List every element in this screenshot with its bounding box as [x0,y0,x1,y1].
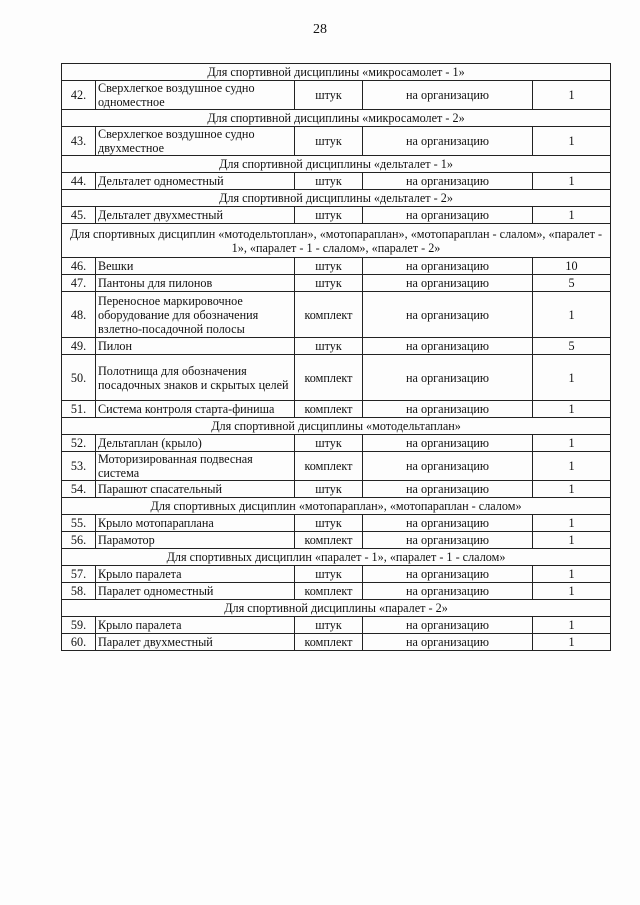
table-row [62,292,611,338]
unit-of-measure: комплект [295,452,363,481]
quantity: 1 [533,452,611,481]
table-row [62,566,611,583]
table-row [62,275,611,292]
row-number: 60. [62,634,96,651]
section-title: Для спортивной дисциплины «дельталет - 1» [62,156,611,173]
calculation-basis: на организацию [363,127,533,156]
unit-of-measure: штук [295,207,363,224]
unit-of-measure: штук [295,275,363,292]
row-number: 55. [62,515,96,532]
section-title: Для спортивных дисциплин «паралет - 1», «паралет - 1 - слалом» [62,549,611,566]
item-name: Дельтаплан (крыло) [96,435,295,452]
calculation-basis: на организацию [363,258,533,275]
table-row [62,207,611,224]
row-number: 42. [62,81,96,110]
calculation-basis: на организацию [363,81,533,110]
quantity: 1 [533,81,611,110]
calculation-basis: на организацию [363,275,533,292]
item-name: Парашют спасательный [96,481,295,498]
quantity: 1 [533,583,611,600]
unit-of-measure: комплект [295,292,363,338]
quantity: 1 [533,481,611,498]
calculation-basis: на организацию [363,338,533,355]
section-title: Для спортивной дисциплины «микросамолет - 1» [62,64,611,81]
quantity: 1 [533,617,611,634]
calculation-basis: на организацию [363,452,533,481]
table-row [62,481,611,498]
item-name: Пантоны для пилонов [96,275,295,292]
section-title: Для спортивной дисциплины «микросамолет - 2» [62,110,611,127]
row-number: 43. [62,127,96,156]
calculation-basis: на организацию [363,566,533,583]
item-name: Полотнища для обозначения посадочных знаков и скрытых целей [96,355,295,401]
unit-of-measure: штук [295,481,363,498]
row-number: 58. [62,583,96,600]
row-number: 48. [62,292,96,338]
unit-of-measure: комплект [295,532,363,549]
row-number: 47. [62,275,96,292]
page-number: 28 [313,22,327,37]
calculation-basis: на организацию [363,401,533,418]
quantity: 1 [533,207,611,224]
item-name: Моторизированная подвесная система [96,452,295,481]
table-row [62,173,611,190]
row-number: 50. [62,355,96,401]
item-name: Крыло паралета [96,617,295,634]
table-row [62,617,611,634]
table-row [62,355,611,401]
unit-of-measure: штук [295,566,363,583]
calculation-basis: на организацию [363,532,533,549]
section-header-row [62,156,611,173]
unit-of-measure: комплект [295,634,363,651]
table-row [62,515,611,532]
unit-of-measure: штук [295,617,363,634]
row-number: 54. [62,481,96,498]
unit-of-measure: штук [295,258,363,275]
table-row [62,452,611,481]
calculation-basis: на организацию [363,617,533,634]
quantity: 1 [533,127,611,156]
row-number: 56. [62,532,96,549]
row-number: 53. [62,452,96,481]
unit-of-measure: штук [295,435,363,452]
row-number: 59. [62,617,96,634]
quantity: 1 [533,292,611,338]
item-name: Паралет одноместный [96,583,295,600]
unit-of-measure: комплект [295,583,363,600]
quantity: 1 [533,515,611,532]
section-title: Для спортивных дисциплин «мотодельтоплан», «мотопараплан», «мотопараплан - слалом», «паралет - 1», «паралет - 1 - слалом», «паралет - 2» [62,224,611,258]
section-header-row [62,498,611,515]
quantity: 1 [533,435,611,452]
row-number: 45. [62,207,96,224]
item-name: Вешки [96,258,295,275]
table-body [62,64,611,651]
calculation-basis: на организацию [363,355,533,401]
item-name: Крыло мотопараплана [96,515,295,532]
row-number: 44. [62,173,96,190]
item-name: Сверхлегкое воздушное судно одноместное [96,81,295,110]
quantity: 1 [533,355,611,401]
table-row [62,258,611,275]
row-number: 49. [62,338,96,355]
row-number: 46. [62,258,96,275]
section-title: Для спортивной дисциплины «мотодельтаплан» [62,418,611,435]
table-row [62,435,611,452]
table-row [62,127,611,156]
table-row [62,401,611,418]
quantity: 5 [533,338,611,355]
section-header-row [62,549,611,566]
unit-of-measure: штук [295,81,363,110]
unit-of-measure: штук [295,173,363,190]
section-title: Для спортивных дисциплин «мотопараплан», «мотопараплан - слалом» [62,498,611,515]
quantity: 1 [533,401,611,418]
quantity: 5 [533,275,611,292]
section-title: Для спортивной дисциплины «дельталет - 2» [62,190,611,207]
row-number: 57. [62,566,96,583]
table-row [62,583,611,600]
item-name: Сверхлегкое воздушное судно двухместное [96,127,295,156]
table-row [62,532,611,549]
item-name: Крыло паралета [96,566,295,583]
calculation-basis: на организацию [363,207,533,224]
item-name: Паралет двухместный [96,634,295,651]
section-header-row [62,418,611,435]
table-row [62,634,611,651]
calculation-basis: на организацию [363,173,533,190]
section-header-row [62,64,611,81]
table-row [62,81,611,110]
unit-of-measure: штук [295,515,363,532]
item-name: Пилон [96,338,295,355]
item-name: Переносное маркировочное оборудование для обозначения взлетно-посадочной полосы [96,292,295,338]
section-header-row [62,190,611,207]
calculation-basis: на организацию [363,292,533,338]
unit-of-measure: комплект [295,355,363,401]
calculation-basis: на организацию [363,634,533,651]
section-header-row [62,224,611,258]
quantity: 1 [533,634,611,651]
table-row [62,338,611,355]
row-number: 52. [62,435,96,452]
section-header-row [62,110,611,127]
quantity: 1 [533,532,611,549]
equipment-table [61,63,611,651]
unit-of-measure: штук [295,338,363,355]
calculation-basis: на организацию [363,583,533,600]
quantity: 1 [533,173,611,190]
item-name: Дельталет одноместный [96,173,295,190]
calculation-basis: на организацию [363,435,533,452]
section-header-row [62,600,611,617]
item-name: Система контроля старта-финиша [96,401,295,418]
calculation-basis: на организацию [363,481,533,498]
item-name: Парамотор [96,532,295,549]
quantity: 10 [533,258,611,275]
calculation-basis: на организацию [363,515,533,532]
unit-of-measure: комплект [295,401,363,418]
item-name: Дельталет двухместный [96,207,295,224]
section-title: Для спортивной дисциплины «паралет - 2» [62,600,611,617]
unit-of-measure: штук [295,127,363,156]
quantity: 1 [533,566,611,583]
row-number: 51. [62,401,96,418]
